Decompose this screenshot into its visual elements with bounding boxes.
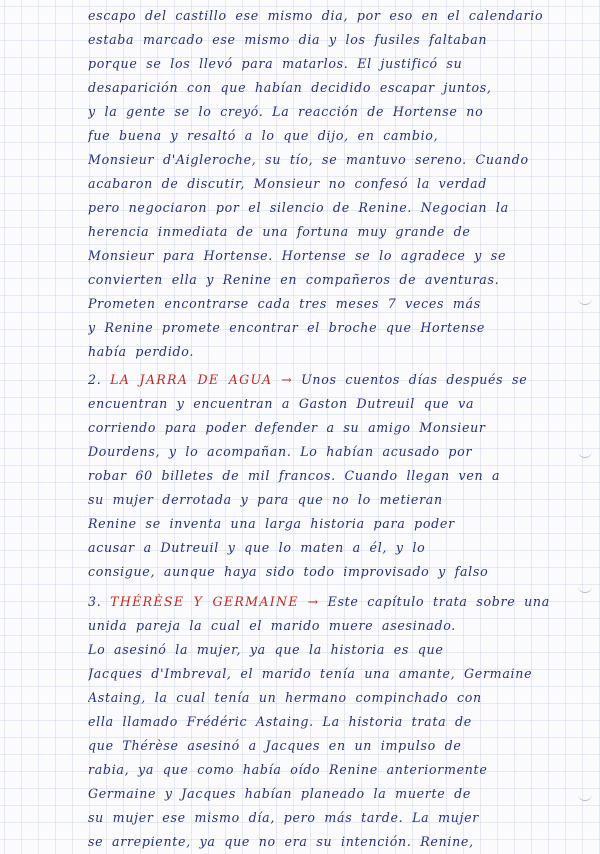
- arrow-icon: →: [307, 594, 319, 609]
- text-line: Jacques d'Imbreval, el marido tenía una amante, Germaine: [88, 666, 533, 681]
- text-line: rabia, ya que como había oído Renine anteriormente: [88, 762, 488, 777]
- text-line: Germaine y Jacques habían planeado la muerte de: [88, 786, 472, 801]
- text-line: Renine se inventa una larga historia para poder: [88, 516, 455, 531]
- text-line: robar 60 billetes de mil francos. Cuando llegan ven a: [88, 468, 501, 483]
- text-line: pero negociaron por el silencio de Renine. Negocian la: [88, 200, 509, 215]
- text-line: unida pareja la cual el marido muere asesinado.: [88, 618, 456, 633]
- text-line: encuentran y encuentran a Gaston Dutreuil que va: [88, 396, 475, 411]
- binder-hole: [578, 296, 592, 305]
- text-line: consigue, aunque haya sido todo improvisado y falso: [88, 564, 489, 579]
- arrow-icon: →: [281, 372, 293, 387]
- binder-hole: [578, 792, 592, 801]
- text-line: porque se los llevó para matarlos. El justificó su: [88, 56, 463, 71]
- text-line: corriendo para poder defender a su amigo Monsieur: [88, 420, 486, 435]
- text-line: herencia inmediata de una fortuna muy grande de: [88, 224, 471, 239]
- heading-number: 2.: [88, 372, 102, 387]
- heading-title: LA JARRA DE AGUA: [110, 372, 273, 387]
- heading-title: THÉRÈSE Y GERMAINE: [110, 594, 299, 609]
- binder-hole: [578, 449, 592, 458]
- text-line: fue buena y resaltó a lo que dijo, en cambio,: [88, 128, 439, 143]
- text-line: estaba marcado ese mismo dia y los fusiles faltaban: [88, 32, 488, 47]
- text-line: Dourdens, y lo acompañan. Lo habían acusado por: [88, 444, 473, 459]
- text-line: Este capítulo trata sobre una: [327, 594, 550, 609]
- text-line: y Renine promete encontrar el broche que Hortense: [88, 320, 486, 335]
- text-line: Monsieur para Hortense. Hortense se lo agradece y se: [88, 248, 507, 263]
- text-line: Monsieur d'Aigleroche, su tío, se mantuvo sereno. Cuando: [88, 152, 529, 167]
- text-line: su mujer derrotada y para que no lo metieran: [88, 492, 443, 507]
- text-line: Unos cuentos días después se: [301, 372, 528, 387]
- heading-number: 3.: [88, 594, 102, 609]
- text-line: Prometen encontrarse cada tres meses 7 veces más: [88, 296, 481, 311]
- section-heading-3: [88, 590, 560, 614]
- text-line: su mujer ese mismo día, pero más tarde. La mujer: [88, 810, 479, 825]
- binder-hole: [578, 584, 592, 593]
- text-line: desaparición con que habían decidido escapar juntos,: [88, 80, 492, 95]
- text-line: escapo del castillo ese mismo dia, por eso en el calendario: [88, 8, 544, 23]
- text-line: acusar a Dutreuil y que lo maten a él, y lo: [88, 540, 426, 555]
- text-line: se arrepiente, ya que no era su intención. Renine,: [88, 834, 474, 849]
- text-line: acabaron de discutir, Monsieur no confesó la verdad: [88, 176, 488, 191]
- text-line: había perdido.: [88, 344, 195, 359]
- text-line: ella llamado Frédéric Astaing. La historia trata de: [88, 714, 472, 729]
- text-line: que Thérèse asesinó a Jacques en un impulso de: [88, 738, 462, 753]
- section-heading-2: [88, 368, 560, 392]
- text-line: convierten ella y Renine en compañeros de aventuras.: [88, 272, 500, 287]
- text-line: Lo asesinó la mujer, ya que la historia es que: [88, 642, 444, 657]
- text-line: y la gente se lo creyó. La reacción de Hortense no: [88, 104, 484, 119]
- text-line: Astaing, la cual tenía un hermano compinchado con: [88, 690, 482, 705]
